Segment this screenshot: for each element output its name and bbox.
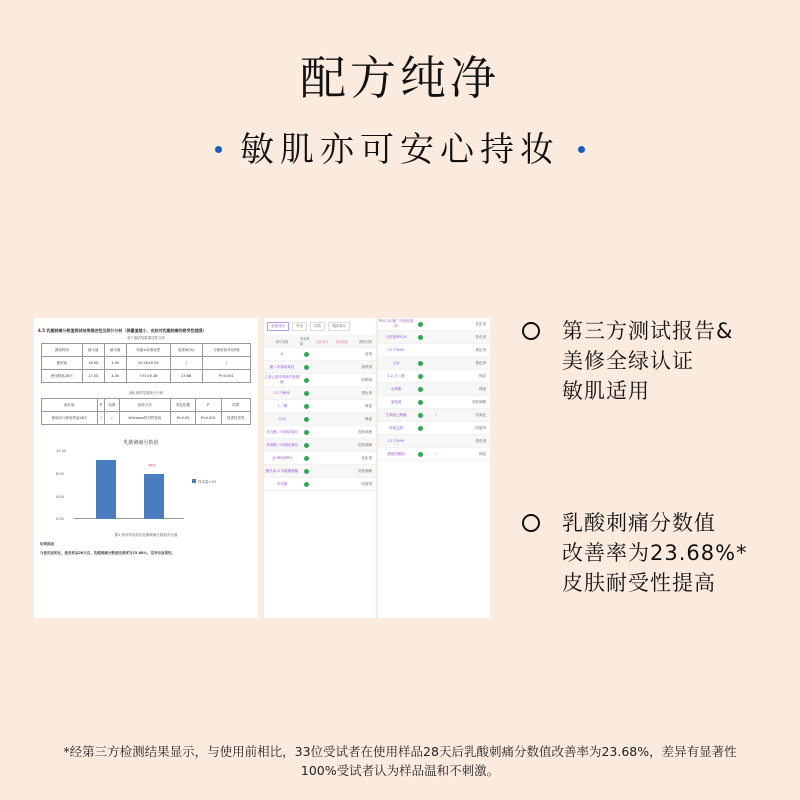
page-subtitle [0, 122, 800, 171]
table-row: 1,2-己二醇 保湿 [378, 370, 490, 383]
chart-legend: 样本量=33 [192, 479, 216, 485]
chart-title: 乳酸刺痛分数值 [123, 440, 159, 446]
ingredient-list-left [264, 318, 376, 618]
page-title: 配方纯净 [300, 51, 500, 105]
report-heading: 4.5 乳酸刺痛分数值测试结果描述性及统计分析（测量值越小，皮肤对乳酸刺痛的耐受性越强） [38, 328, 207, 333]
ingredient-rows [378, 318, 490, 461]
safe-badge-icon [304, 469, 309, 474]
footnote: *经第三方检测结果显示，与使用前相比，33位受试者在使用样品28天后乳酸刺痛分数值改善率为23.68%，差异有显著性 100%受试者认为样品温和不刺激。 [63, 744, 737, 778]
table-row: 水 溶剂 [264, 348, 376, 361]
safe-badge-icon [304, 443, 309, 448]
table-row: 透明质酸钠 ♪ 保湿 [378, 448, 490, 461]
test-report-document [34, 318, 258, 618]
subtitle-text: 敏肌亦可安心持妆 [240, 130, 560, 170]
ingredient-list-right [378, 318, 490, 618]
filter-risk-button[interactable]: 风险成分 [328, 322, 350, 331]
safe-badge-icon [304, 404, 309, 409]
table1-caption: 表7 测试结果描述性分析 [126, 336, 166, 340]
safe-badge-icon [304, 378, 309, 383]
accent-dot-icon [578, 146, 585, 153]
bar-before [96, 460, 116, 519]
safe-badge-icon [304, 352, 309, 357]
table-row: 丁二醇 保湿 [264, 400, 376, 413]
figure-caption: 图1 使用样品前后乳酸刺痛分数值对比图 [114, 533, 178, 537]
safe-badge-icon [304, 417, 309, 422]
results-table-2: 统计组 P 结果 检验方法 判定依据 P 结果 使用前与使用样品28天 / / Wilcoxon符号秩检验 P<0.05 P<0.001 显著性差异 [41, 398, 251, 425]
table-row: 环五聚二甲基硅氧烷 皮肤调理 [264, 426, 376, 439]
results-table-1: 测试时间 最大值 最小值 均值±标准误差 改善率(%) 与使用前对比P值 使用前 18.00 4.00 10.26±0.54 / / 使用样品28天 17.00 4.00 7.91±0.48 23.68 P<0.001 [41, 343, 251, 383]
bar-chart: 乳酸刺痛分数值 12.00 8.00 4.00 0.00 *** 样本量=33 [56, 439, 226, 531]
filter-safety-button[interactable]: 安全 [292, 322, 307, 331]
safe-badge-icon [418, 387, 423, 392]
table-row: 苯氧乙醇 防腐剂 [378, 422, 490, 435]
table-row: 水杨酸 保湿 [378, 383, 490, 396]
safe-badge-icon [304, 482, 309, 487]
result-label: 结果描述： [40, 542, 58, 546]
bar-after [144, 474, 164, 519]
table-header: 成分名称 安全风险 活性成分 致痘风险 使用目的 [264, 335, 376, 348]
table-row: CI 77499 着色剂 [378, 435, 490, 448]
table-row: CI 77492 着色剂 [378, 344, 490, 357]
table-row: 甘油 保湿 [264, 413, 376, 426]
table-row: 苯基聚三甲基硅氧烷 皮肤调理 [264, 439, 376, 452]
table-row: 聚甘油-4 异硬脂酸酯 皮肤调理 [264, 465, 376, 478]
table-row: 云母 着色剂 [378, 357, 490, 370]
safe-badge-icon [418, 426, 423, 431]
safe-badge-icon [304, 391, 309, 396]
safe-badge-icon [418, 335, 423, 340]
table2-caption: 表8 测试结果统计分析 [128, 391, 164, 395]
safe-badge-icon [418, 400, 423, 405]
safe-badge-icon [304, 365, 309, 370]
table-row: CI 77891 着色剂 [264, 387, 376, 400]
table-row: PEG-10 聚二甲基硅氧烷 乳化剂 [378, 318, 490, 331]
table-row: 辛甘醇 防腐剂 [264, 478, 376, 491]
x-axis [74, 518, 184, 519]
safe-badge-icon [418, 361, 423, 366]
table-row: 氯化钠 皮肤调理 [378, 396, 490, 409]
safe-badge-icon [418, 413, 423, 418]
safe-badge-icon [304, 430, 309, 435]
safe-badge-icon [418, 322, 423, 327]
safe-badge-icon [418, 452, 423, 457]
filter-all-button[interactable]: 全部成分 [267, 322, 289, 331]
safe-badge-icon [418, 374, 423, 379]
circle-bullet-icon [522, 514, 540, 532]
feature-point-tolerance: 乳酸刺痛分数值 改善率为23.68%* 皮肤耐受性提高 [518, 508, 748, 598]
result-text: 与使用前相比，使用样品28天后，乳酸刺痛分数值改善率为23.68%，差异有显著性。 [40, 551, 175, 555]
table-row: 聚二甲基硅氧烷 润肤剂 [264, 361, 376, 374]
feature-point-certification: 第三方测试报告& 美修全绿认证 敏肌适用 [518, 316, 733, 406]
safe-badge-icon [304, 456, 309, 461]
filter-effect-button[interactable]: 功效 [310, 322, 325, 331]
ingredient-rows [264, 348, 376, 491]
table-row: 生育酚乙酸酯 ♪ 抗氧化 [378, 409, 490, 422]
table-row: 乙基己基甲氧基肉桂酸酯 防晒剂 [264, 374, 376, 387]
filter-toolbar [264, 318, 376, 335]
circle-bullet-icon [522, 322, 540, 340]
accent-dot-icon [215, 146, 222, 153]
table-row: 月桂基PEG-9 乳化剂 [378, 331, 490, 344]
table-row: 双-PEG/PPG 乳化剂 [264, 452, 376, 465]
